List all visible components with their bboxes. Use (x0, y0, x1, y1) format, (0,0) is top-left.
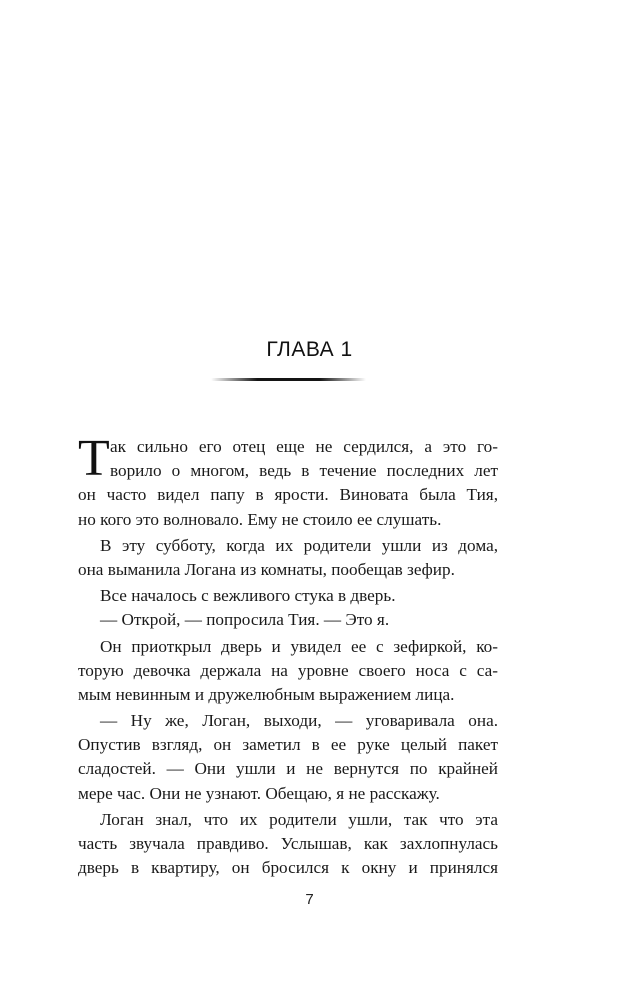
text-line: — Открой, — попросила Тия. — Это я. (100, 610, 390, 630)
paragraph (78, 534, 498, 582)
chapter-divider (211, 378, 366, 381)
text-line: Опустив взгляд, он заметил в ее руке целый пакет (78, 735, 498, 755)
text-line: В эту субботу, когда их родители ушли из дома, (100, 535, 498, 555)
paragraph (78, 635, 498, 708)
text-line: мере час. Они не узнают. Обещаю, я не расскажу. (78, 783, 440, 803)
paragraph (78, 584, 498, 608)
text-line: мым невинным и дружелюбным выражением лица. (78, 684, 455, 704)
paragraph (78, 608, 498, 632)
paragraph (78, 430, 498, 532)
text-line: она выманила Логана из комнаты, пообещав зефир. (78, 559, 455, 579)
drop-cap: Т (78, 430, 110, 487)
text-line: Все началось с вежливого стука в дверь. (100, 586, 396, 606)
text-line: Он приоткрыл дверь и увидел ее с зефиркой, ко- (100, 636, 498, 656)
paragraph (78, 709, 498, 806)
text-line: ворило о многом, ведь в течение последних лет (110, 461, 498, 481)
text-line: сладостей. — Они ушли и не вернутся по крайней (78, 759, 498, 779)
page-number: 7 (305, 891, 314, 908)
text-line: ак сильно его отец еще не сердился, а это го- (110, 437, 498, 456)
text-line: дверь в квартиру, он бросился к окну и принялся (78, 858, 498, 878)
text-line: торую девочка держала на уровне своего носа с са- (78, 660, 498, 680)
page-body-text (78, 430, 498, 880)
text-line: Логан знал, что их родители ушли, так что эта (100, 809, 498, 829)
text-line: — Ну же, Логан, выходи, — уговаривала она. (100, 711, 498, 731)
text-line: он часто видел папу в ярости. Виновата была Тия, (78, 485, 498, 505)
chapter-title: ГЛАВА 1 (266, 338, 353, 361)
text-line: часть звучала правдиво. Услышав, как захлопнулась (78, 834, 498, 853)
text-line: но кого это волновало. Ему не стоило ее слушать. (78, 509, 442, 529)
paragraph (78, 808, 498, 881)
